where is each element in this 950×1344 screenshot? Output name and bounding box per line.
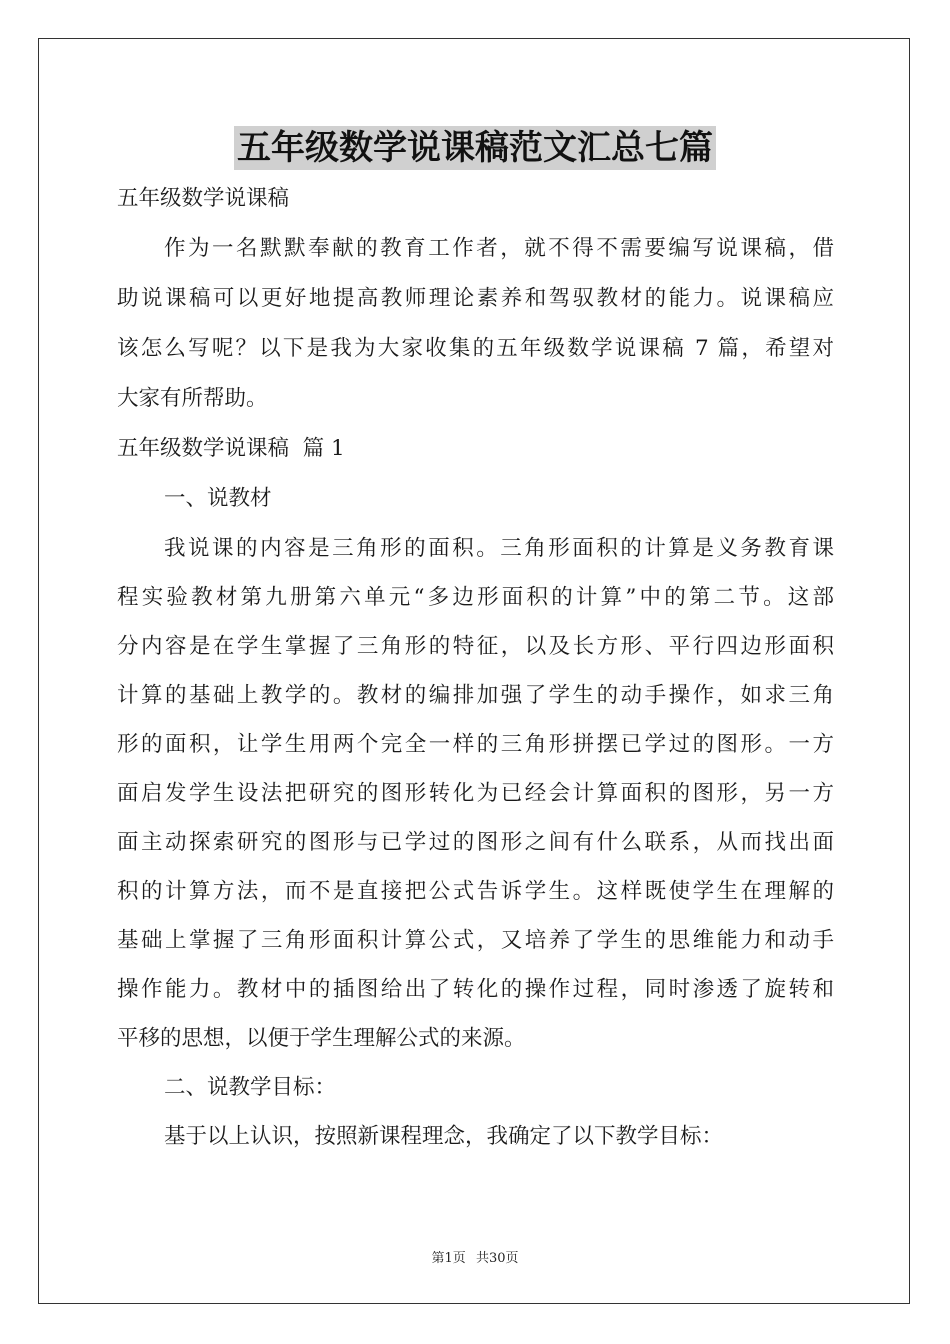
paragraph-line: 我说课的内容是三角形的面积。三角形面积的计算是义务教育课 bbox=[164, 536, 834, 561]
heading-1: 一、说教材 bbox=[164, 486, 272, 511]
intro-line: 助说课稿可以更好地提高教师理论素养和驾驭教材的能力。说课稿应 bbox=[117, 286, 834, 311]
paragraph-line: 平移的思想，以便于学生理解公式的来源。 bbox=[117, 1026, 526, 1051]
page-border bbox=[38, 38, 910, 1304]
page-footer bbox=[0, 1247, 950, 1266]
paragraph-line: 操作能力。教材中的插图给出了转化的操作过程，同时渗透了旋转和 bbox=[117, 977, 834, 1002]
paragraph-line: 程实验教材第九册第六单元“多边形面积的计算”中的第二节。这部 bbox=[117, 585, 834, 610]
paragraph-line: 积的计算方法，而不是直接把公式告诉学生。这样既使学生在理解的 bbox=[117, 879, 834, 904]
heading-2: 二、说教学目标： bbox=[164, 1075, 337, 1100]
intro-line: 作为一名默默奉献的教育工作者，就不得不需要编写说课稿，借 bbox=[164, 236, 834, 261]
document-title: 五年级数学说课稿范文汇总七篇 bbox=[234, 126, 716, 170]
subtitle: 五年级数学说课稿 bbox=[117, 186, 290, 211]
intro-line: 该怎么写呢？以下是我为大家收集的五年级数学说课稿 7 篇，希望对 bbox=[117, 336, 834, 361]
paragraph-line: 计算的基础上教学的。教材的编排加强了学生的动手操作，如求三角 bbox=[117, 683, 834, 708]
paragraph-line: 基础上掌握了三角形面积计算公式，又培养了学生的思维能力和动手 bbox=[117, 928, 834, 953]
section-title: 五年级数学说课稿 篇 1 bbox=[117, 436, 345, 461]
title-container bbox=[0, 126, 950, 170]
paragraph-line: 形的面积，让学生用两个完全一样的三角形拼摆已学过的图形。一方 bbox=[117, 732, 834, 757]
paragraph-line: 面主动探索研究的图形与已学过的图形之间有什么联系，从而找出面 bbox=[117, 830, 834, 855]
intro-line: 大家有所帮助。 bbox=[117, 386, 268, 411]
paragraph-line: 面启发学生设法把研究的图形转化为已经会计算面积的图形，另一方 bbox=[117, 781, 834, 806]
paragraph-2: 基于以上认识，按照新课程理念，我确定了以下教学目标： bbox=[164, 1124, 724, 1149]
page-total: 共30页 bbox=[475, 1251, 519, 1266]
paragraph-line: 分内容是在学生掌握了三角形的特征，以及长方形、平行四边形面积 bbox=[117, 634, 834, 659]
page-number: 第1页 bbox=[431, 1251, 466, 1266]
